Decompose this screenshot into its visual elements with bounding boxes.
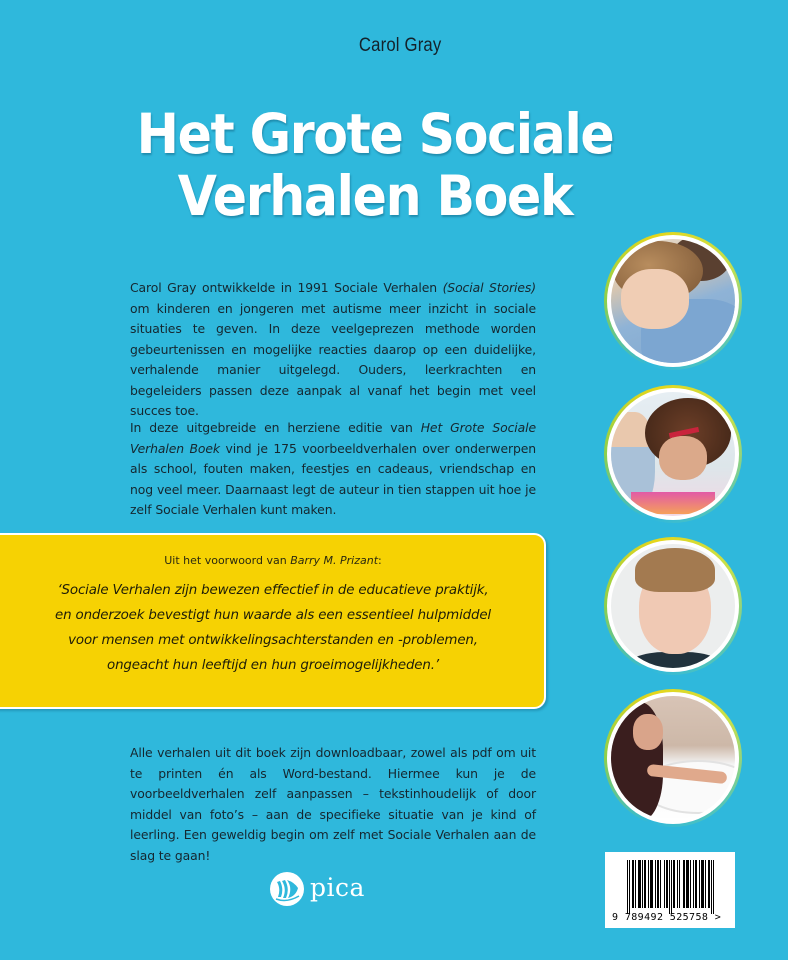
quote-line: ongeacht hun leeftijd en hun groeimogelijkheden.’ bbox=[107, 658, 439, 673]
ship-sail-logo-icon bbox=[270, 872, 304, 906]
p2-text-start: In deze uitgebreide en herziene editie van bbox=[130, 420, 421, 435]
description-paragraph-1 bbox=[130, 278, 536, 422]
description-paragraph-2 bbox=[130, 418, 536, 521]
quote-attribution bbox=[2, 554, 544, 567]
isbn-number: 9 789492 525758 > bbox=[612, 912, 722, 923]
isbn-barcode bbox=[605, 852, 735, 928]
quote-line: voor mensen met ontwikkelingsachterstanden en -problemen, bbox=[68, 633, 478, 648]
quote-intro-colon: : bbox=[378, 554, 382, 567]
p1-text-end: om kinderen en jongeren met autisme meer inzicht in sociale situaties te geven. In deze veelgeprezen methode worden gebeurtenissen en mogelijke reacties daarop op een duidelijke, verhalende manier uitgelegd. Ouders, leerkrachten en begeleiders passen deze aanpak al vanaf het begin met veel succes toe. bbox=[130, 300, 536, 418]
photo-girl-washing-hands bbox=[604, 689, 742, 827]
p1-italic-term: (Social Stories) bbox=[442, 280, 536, 295]
photo-curly-haired-girl bbox=[604, 385, 742, 523]
quote-text bbox=[2, 578, 544, 678]
barcode-bars bbox=[627, 860, 717, 912]
title-line-2: Verhalen Boek bbox=[177, 164, 573, 228]
p1-text-start: Carol Gray ontwikkelde in 1991 Sociale Verhalen bbox=[130, 280, 443, 295]
author-name: Carol Gray bbox=[358, 35, 442, 56]
foreword-quote-box bbox=[0, 533, 546, 709]
p2-italic-title: Het Grote Sociale Verhalen Boek bbox=[130, 420, 536, 456]
title-line-1: Het Grote Sociale bbox=[136, 102, 614, 166]
publisher-logo bbox=[270, 872, 365, 906]
publisher-name: pica bbox=[310, 872, 365, 902]
book-title bbox=[30, 103, 720, 227]
p2-text-end: vind je 175 voorbeeldverhalen over onderwerpen als school, fouten maken, feestjes en cadeaus, vriendschap en nog veel meer. Daarnaast legt de auteur in tien stappen uit hoe je zelf Sociale Verhalen kunt maken. bbox=[130, 440, 537, 517]
quote-line: en onderzoek bevestigt hun waarde als een essentieel hulpmiddel bbox=[55, 608, 491, 623]
photo-child-hugging-adult bbox=[604, 232, 742, 370]
photo-sad-boy bbox=[604, 537, 742, 675]
quote-line: ‘Sociale Verhalen zijn bewezen effectief in de educatieve praktijk, bbox=[57, 583, 489, 598]
quote-intro-text: Uit het voorwoord van bbox=[164, 554, 291, 567]
description-paragraph-3: Alle verhalen uit dit boek zijn downloadbaar, zowel als pdf om uit te printen én als Word-bestand. Hiermee kun je de voorbeeldverhalen zelf aanpassen – tekstinhoudelijk of door middel van foto’s – aan de specifieke situatie van je kind of leerling. Een geweldig begin om zelf met Sociale Verhalen aan de slag te gaan! bbox=[130, 745, 536, 863]
quote-author-name: Barry M. Prizant bbox=[290, 554, 379, 567]
